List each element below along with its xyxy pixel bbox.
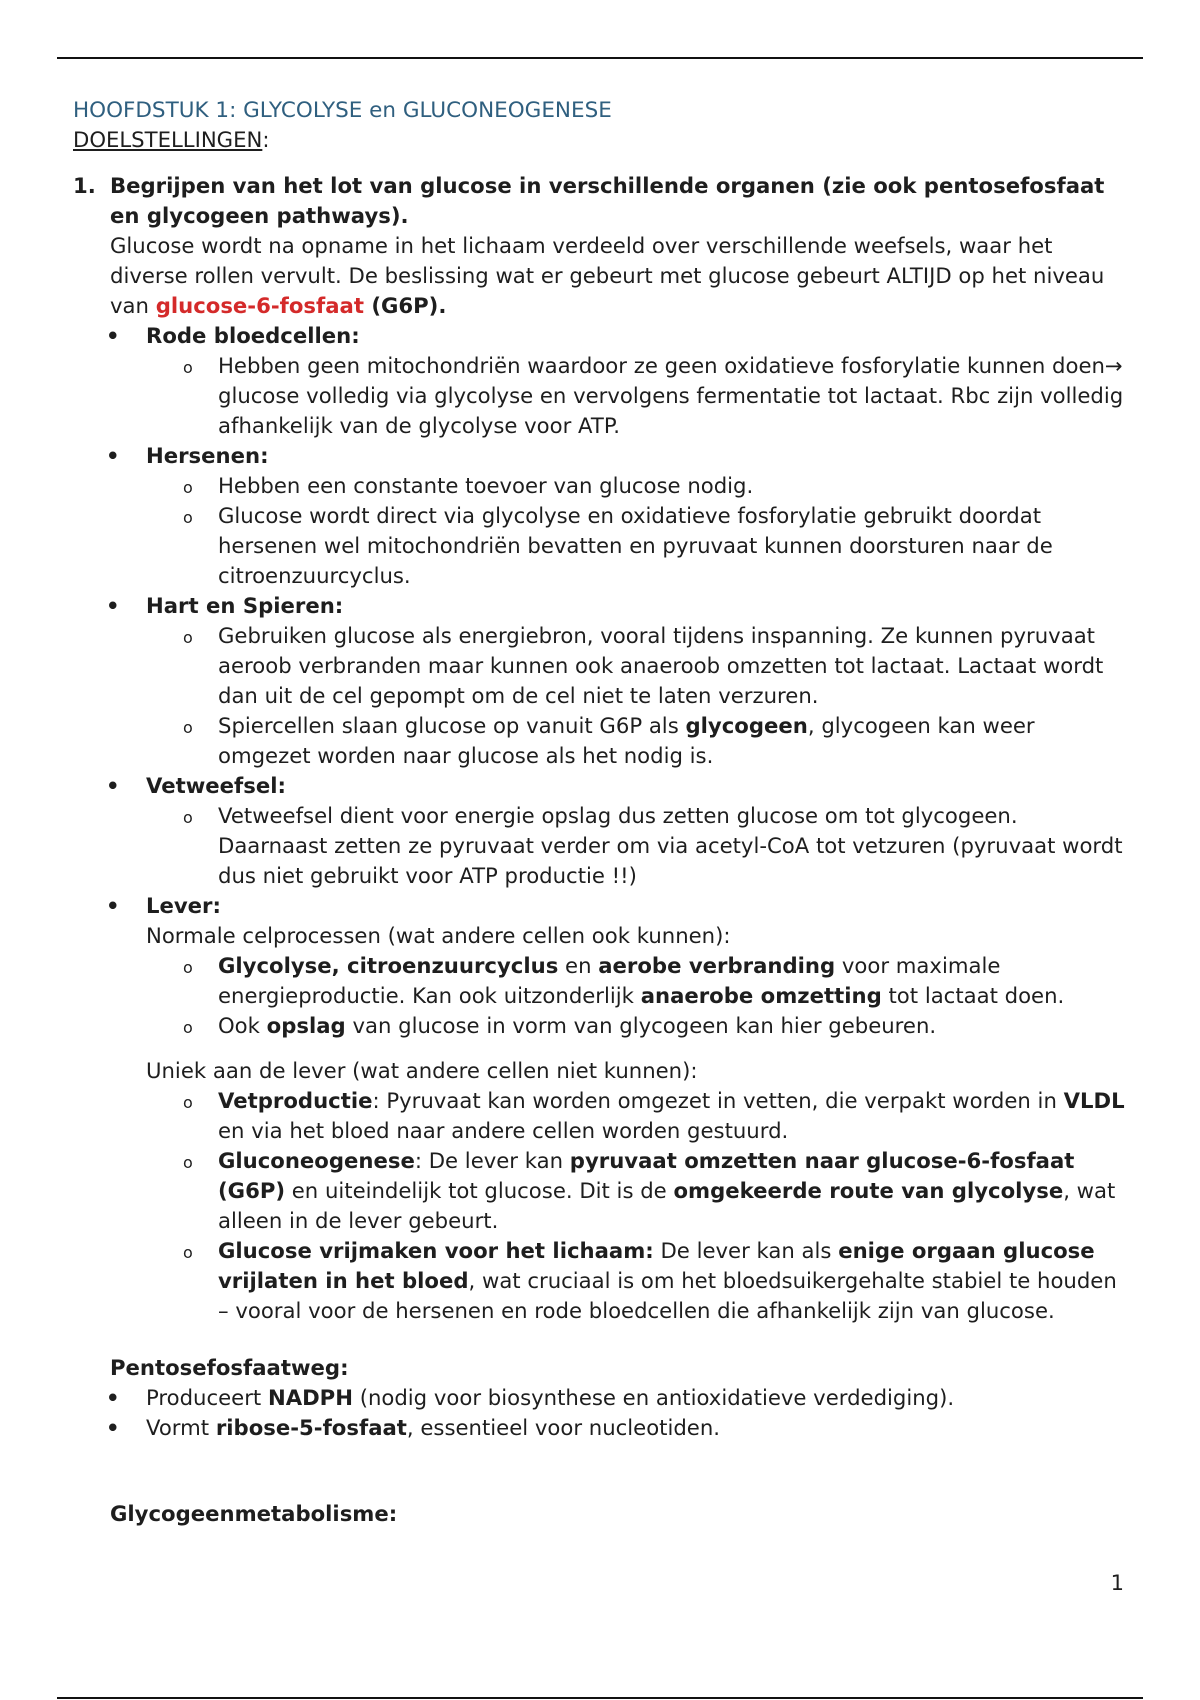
liver-u3a: Glucose vrijmaken voor het lichaam: (218, 1238, 654, 1263)
header-rule (57, 57, 1143, 59)
sub-bullet-icon: o (183, 1243, 193, 1262)
section-brain (73, 441, 1133, 471)
sub-bullet-icon: o (183, 1153, 193, 1172)
liver-n1f: tot lactaat doen. (881, 983, 1065, 1008)
section-glycogen-title: Glycogeenmetabolisme: (110, 1501, 398, 1526)
liver-n1b: en (558, 953, 599, 978)
sub-bullet-icon: o (183, 718, 193, 737)
bullet-icon: • (106, 1385, 120, 1410)
section-rbc (73, 321, 1133, 351)
liver-n1c: aerobe verbranding (598, 953, 836, 978)
section-ppp (73, 1353, 1133, 1383)
list-item (73, 621, 1133, 711)
sub-bullet-icon: o (183, 1093, 193, 1112)
footer-rule (57, 1697, 1143, 1699)
sub-bullet-icon: o (183, 508, 193, 527)
liver-u2f: , wat alleen in de lever gebeurt. (218, 1178, 1116, 1233)
section-glycogen (73, 1499, 1133, 1529)
list-item (73, 1413, 1133, 1443)
section-fat-title: Vetweefsel: (146, 773, 286, 798)
bullet-icon: • (106, 323, 120, 348)
fat-point-1: Vetweefsel dient voor energie opslag dus zetten glucose om tot glycogeen. Daarnaast zetten ze pyruvaat verder om via acetyl-CoA tot vetzuren (pyruvaat wordt dus niet gebruikt voor ATP productie !!) (218, 803, 1123, 888)
heart-point-2c: , glycogeen kan weer omgezet worden naar glucose als het nodig is. (218, 713, 1035, 768)
liver-n2c: van glucose in vorm van glycogeen kan hier gebeuren. (345, 1013, 937, 1038)
heart-point-2a: Spiercellen slaan glucose op vanuit G6P als (218, 713, 686, 738)
objectives-colon: : (262, 127, 270, 152)
list-item (73, 351, 1133, 441)
list-item (73, 1236, 1133, 1326)
liver-u2e: omgekeerde route van glycolyse (673, 1178, 1064, 1203)
liver-u1c: VLDL (1063, 1088, 1125, 1113)
brain-point-2: Glucose wordt direct via glycolyse en oxidatieve fosforylatie gebruikt doordat hersenen wel mitochondriën bevatten en pyruvaat kunnen doorsturen naar de citroenzuurcyclus. (218, 503, 1053, 588)
liver-n1a: Glycolyse, citroenzuurcyclus (218, 953, 559, 978)
sub-bullet-icon: o (183, 958, 193, 977)
liver-unique-label: Uniek aan de lever (wat andere cellen niet kunnen): (146, 1058, 698, 1083)
section-heart (73, 591, 1133, 621)
bullet-icon: • (106, 443, 120, 468)
list-item (73, 1146, 1133, 1236)
liver-n2a: Ook (218, 1013, 267, 1038)
sub-bullet-icon: o (183, 478, 193, 497)
page-number: 1 (1110, 1571, 1124, 1595)
objective-1-text: Begrijpen van het lot van glucose in verschillende organen (zie ook pentosefosfaat en glycogeen pathways). (110, 173, 1105, 228)
list-item (73, 1086, 1133, 1146)
bullet-icon: • (106, 593, 120, 618)
document-body (73, 96, 1133, 1529)
brain-point-1: Hebben een constante toevoer van glucose nodig. (218, 473, 754, 498)
list-item (73, 711, 1133, 771)
sub-bullet-icon: o (183, 1018, 193, 1037)
chapter-title: HOOFDSTUK 1: GLYCOLYSE en GLUCONEOGENESE (73, 98, 612, 123)
ppp-i2c: , essentieel voor nucleotiden. (406, 1415, 720, 1440)
ppp-i2b: ribose-5-fosfaat (215, 1415, 407, 1440)
liver-u1d: en via het bloed naar andere cellen worden gestuurd. (218, 1118, 789, 1143)
ppp-i2a: Vormt (146, 1415, 216, 1440)
intro-paragraph (73, 231, 1133, 321)
bullet-icon: • (106, 1415, 120, 1440)
section-rbc-title: Rode bloedcellen: (146, 323, 360, 348)
sub-bullet-icon: o (183, 808, 193, 827)
ppp-i1b: NADPH (267, 1385, 353, 1410)
list-item (73, 1383, 1133, 1413)
ppp-i1a: Produceert (146, 1385, 268, 1410)
liver-u2d: en uiteindelijk tot glucose. Dit is de (285, 1178, 674, 1203)
section-liver (73, 891, 1133, 921)
liver-u3b: De lever kan als (653, 1238, 839, 1263)
list-item (73, 501, 1133, 591)
liver-u2c: pyruvaat omzetten naar glucose-6-fosfaat (G6P) (218, 1148, 1075, 1203)
heart-point-2b: glycogeen (685, 713, 808, 738)
intro-abbrev: (G6P). (363, 293, 447, 318)
liver-u2b: : De lever kan (414, 1148, 570, 1173)
heart-point-1: Gebruiken glucose als energiebron, vooral tijdens inspanning. Ze kunnen pyruvaat aeroob verbranden maar kunnen ook anaeroob omzetten tot lactaat. Lactaat wordt dan uit de cel gepompt om de cel niet te laten verzuren. (218, 623, 1104, 708)
liver-u3c: enige orgaan glucose vrijlaten in het bloed (218, 1238, 1095, 1293)
ppp-i1c: (nodig voor biosynthese en antioxidatieve verdediging). (352, 1385, 955, 1410)
section-heart-title: Hart en Spieren: (146, 593, 344, 618)
list-item (73, 1011, 1133, 1041)
rbc-point-1: Hebben geen mitochondriën waardoor ze geen oxidatieve fosforylatie kunnen doen→ glucose volledig via glycolyse en vervolgens fermentatie tot lactaat. Rbc zijn volledig afhankelijk van de glycolyse voor ATP. (218, 353, 1124, 438)
section-fat (73, 771, 1133, 801)
intro-text: Glucose wordt na opname in het lichaam verdeeld over verschillende weefsels, waar het diverse rollen vervult. De beslissing wat er gebeurt met glucose gebeurt ALTIJD op het niveau van (110, 233, 1105, 318)
section-brain-title: Hersenen: (146, 443, 269, 468)
sub-bullet-icon: o (183, 628, 193, 647)
liver-n1e: anaerobe omzetting (640, 983, 882, 1008)
objective-1-title (73, 171, 1133, 231)
bullet-icon: • (106, 773, 120, 798)
objectives-label: DOELSTELLINGEN (73, 127, 263, 152)
liver-n2b: opslag (266, 1013, 346, 1038)
liver-normal-label: Normale celprocessen (wat andere cellen ook kunnen): (146, 923, 731, 948)
intro-highlight: glucose-6-fosfaat (155, 293, 364, 318)
list-item (73, 951, 1133, 1011)
list-item (73, 471, 1133, 501)
list-item (73, 801, 1133, 891)
objective-1-number: 1. (73, 173, 96, 198)
sub-bullet-icon: o (183, 358, 193, 377)
section-ppp-title: Pentosefosfaatweg: (110, 1355, 349, 1380)
liver-u1b: : Pyruvaat kan worden omgezet in vetten, die verpakt worden in (372, 1088, 1064, 1113)
liver-u2a: Gluconeogenese (218, 1148, 415, 1173)
objectives-heading (73, 125, 1133, 155)
liver-u1a: Vetproductie (218, 1088, 373, 1113)
bullet-icon: • (106, 893, 120, 918)
section-liver-title: Lever: (146, 893, 221, 918)
liver-u3d: , wat cruciaal is om het bloedsuikergehalte stabiel te houden – vooral voor de hersenen en rode bloedcellen die afhankelijk zijn van glucose. (218, 1268, 1117, 1323)
liver-n1d: voor maximale energieproductie. Kan ook uitzonderlijk (218, 953, 1001, 1008)
